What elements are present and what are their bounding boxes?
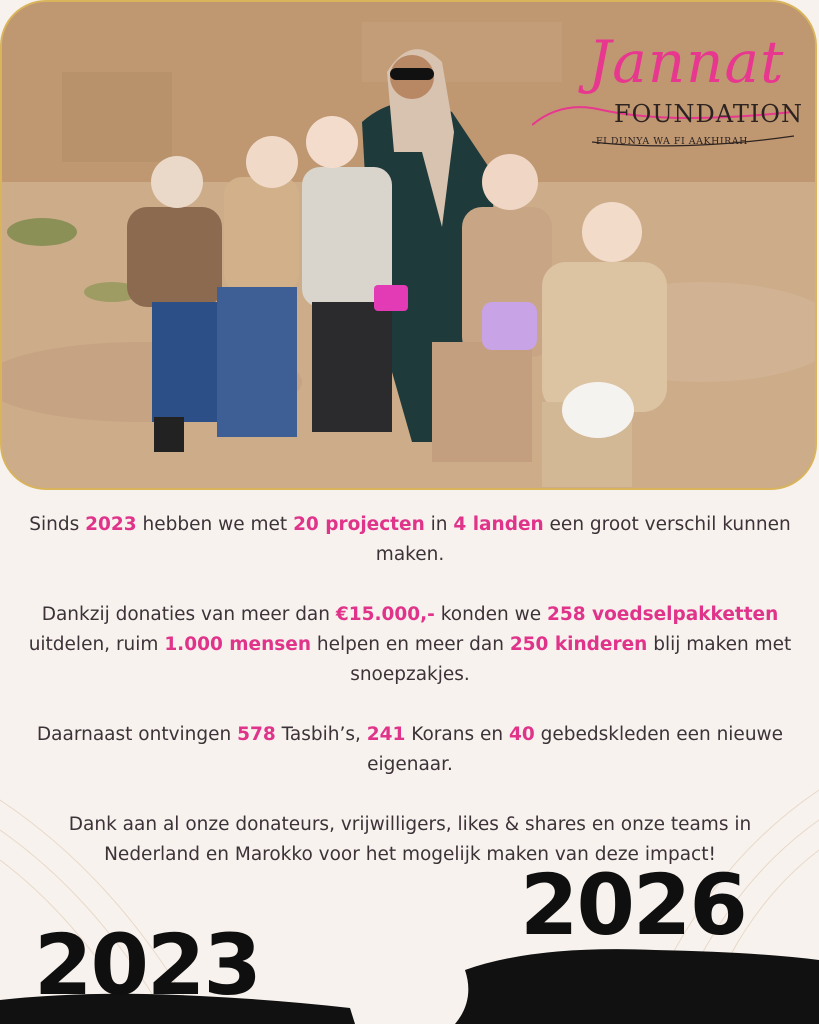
text: blij maken met snoepzakjes. bbox=[350, 634, 792, 685]
text: Daarnaast ontvingen bbox=[36, 724, 238, 745]
logo-subtitle: FOUNDATION bbox=[614, 100, 803, 128]
text: in bbox=[424, 514, 454, 535]
highlight: €15.000,- bbox=[335, 604, 435, 625]
text: konden we bbox=[434, 604, 547, 625]
text: hebben we met bbox=[136, 514, 294, 535]
stats-paragraph-2 bbox=[20, 600, 800, 690]
text: uitdelen, ruim bbox=[28, 634, 165, 655]
text: gebedskleden een nieuwe eigenaar. bbox=[367, 724, 784, 775]
logo-name: Jannat bbox=[588, 28, 785, 96]
year-end: 2026 bbox=[520, 856, 746, 954]
highlight: 250 kinderen bbox=[509, 634, 648, 655]
text: helpen en meer dan bbox=[311, 634, 510, 655]
text: Dankzij donaties van meer dan bbox=[41, 604, 336, 625]
jannat-foundation-logo bbox=[532, 20, 802, 160]
highlight: 4 landen bbox=[453, 514, 544, 535]
highlight: 258 voedselpakketten bbox=[546, 604, 779, 625]
highlight: 578 bbox=[237, 724, 276, 745]
hero-photo bbox=[0, 0, 817, 490]
text: Korans en bbox=[405, 724, 509, 745]
highlight: 2023 bbox=[85, 514, 137, 535]
stats-paragraph-3 bbox=[20, 720, 800, 780]
highlight: 1.000 mensen bbox=[164, 634, 311, 655]
stats-paragraph-1 bbox=[20, 510, 800, 570]
highlight: 40 bbox=[508, 724, 535, 745]
text: Dank aan al onze donateurs, vrijwilligers, likes & shares en onze teams in Nederland en Marokko voor het mogelijk maken van deze impact! bbox=[68, 814, 752, 865]
logo-tagline: FI DUNYA WA FI AAKHIRAH bbox=[596, 136, 748, 147]
stats-text bbox=[20, 510, 800, 900]
highlight: 241 bbox=[366, 724, 406, 745]
year-start: 2023 bbox=[34, 916, 260, 1014]
highlight: 20 projecten bbox=[293, 514, 425, 535]
text: een groot verschil kunnen maken. bbox=[375, 514, 791, 565]
text: Sinds bbox=[29, 514, 86, 535]
text: Tasbih’s, bbox=[275, 724, 367, 745]
